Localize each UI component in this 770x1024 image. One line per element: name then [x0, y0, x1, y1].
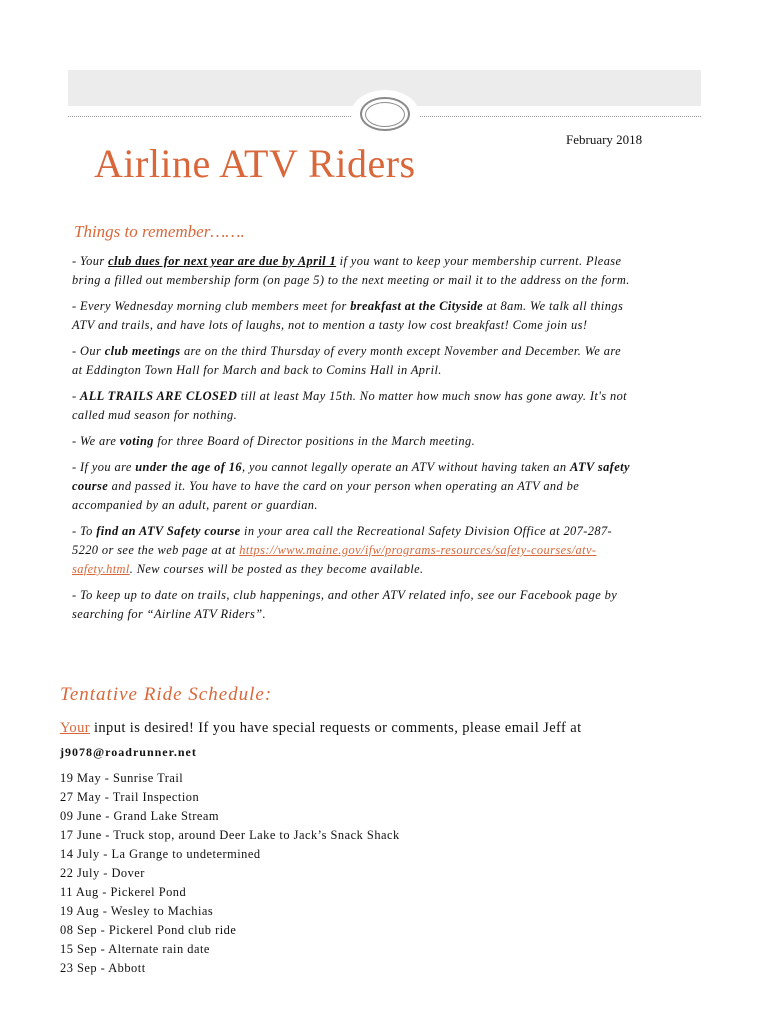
- list-item: 27 May - Trail Inspection: [60, 790, 200, 804]
- list-item: 09 June - Grand Lake Stream: [60, 809, 220, 823]
- issue-date: February 2018: [566, 132, 643, 147]
- reminders-list: [72, 252, 634, 631]
- reminder-dues: - Your club dues for next year are due by April 1 if you want to keep your membership current. Please bring a filled out membership form (on page 5) to the next meeting or mail it to the address on the form.: [72, 254, 630, 287]
- emblem-inner-ring: [365, 102, 405, 127]
- things-heading: Things to remember…….: [74, 222, 245, 241]
- list-item: 17 June - Truck stop, around Deer Lake to Jack’s Snack Shack: [60, 828, 400, 842]
- reminder-voting: - We are voting for three Board of Director positions in the March meeting.: [72, 434, 476, 448]
- list-item: 11 Aug - Pickerel Pond: [60, 885, 187, 899]
- reminder-age-limit: - If you are under the age of 16, you cannot legally operate an ATV without having taken an ATV safety course and passed it. You have to have the card on your person when operating an ATV and be accompanied by an adult, parent or guardian.: [72, 460, 630, 512]
- list-item: 08 Sep - Pickerel Pond club ride: [60, 923, 237, 937]
- safety-course-link[interactable]: https://www.maine.gov/ifw/programs-resources/safety-courses/atv-safety.html: [72, 543, 597, 576]
- list-item: 19 Aug - Wesley to Machias: [60, 904, 214, 918]
- reminder-safety-course: - To find an ATV Safety course in your area call the Recreational Safety Division Office at 207-287-5220 or see the web page at at https://www.maine.gov/ifw/programs-resources/safety-courses/atv-safety.html. New courses will be posted as they become available.: [72, 524, 613, 576]
- emblem-outer-ring: [360, 97, 410, 131]
- reminder-facebook: - To keep up to date on trails, club happenings, and other ATV related info, see our Facebook page by searching for “Airline ATV Riders”.: [72, 588, 618, 621]
- schedule-intro: Your input is desired! If you have special requests or comments, please email Jeff at j9078@roadrunner.net: [60, 720, 582, 759]
- list-item: 15 Sep - Alternate rain date: [60, 942, 210, 956]
- newsletter-title: Airline ATV Riders: [94, 141, 416, 186]
- schedule-heading: Tentative Ride Schedule:: [60, 684, 273, 705]
- list-item: 19 May - Sunrise Trail: [60, 771, 184, 785]
- reminder-trails-closed: - ALL TRAILS ARE CLOSED till at least May 15th. No matter how much snow has gone away. It's not called mud season for nothing.: [72, 389, 628, 422]
- list-item: 23 Sep - Abbott: [60, 961, 146, 975]
- newsletter-emblem: [351, 90, 419, 138]
- reminder-meetings: - Our club meetings are on the third Thursday of every month except November and December. We are at Eddington Town Hall for March and back to Comins Hall in April.: [72, 344, 622, 377]
- contact-email[interactable]: j9078@roadrunner.net: [60, 745, 197, 759]
- list-item: 14 July - La Grange to undetermined: [60, 847, 261, 861]
- ride-schedule-list: [60, 769, 400, 978]
- reminder-breakfast: - Every Wednesday morning club members meet for breakfast at the Cityside at 8am. We talk all things ATV and trails, and have lots of laughs, not to mention a tasty low cost breakfast! Come join us!: [72, 299, 624, 332]
- list-item: 22 July - Dover: [60, 866, 145, 880]
